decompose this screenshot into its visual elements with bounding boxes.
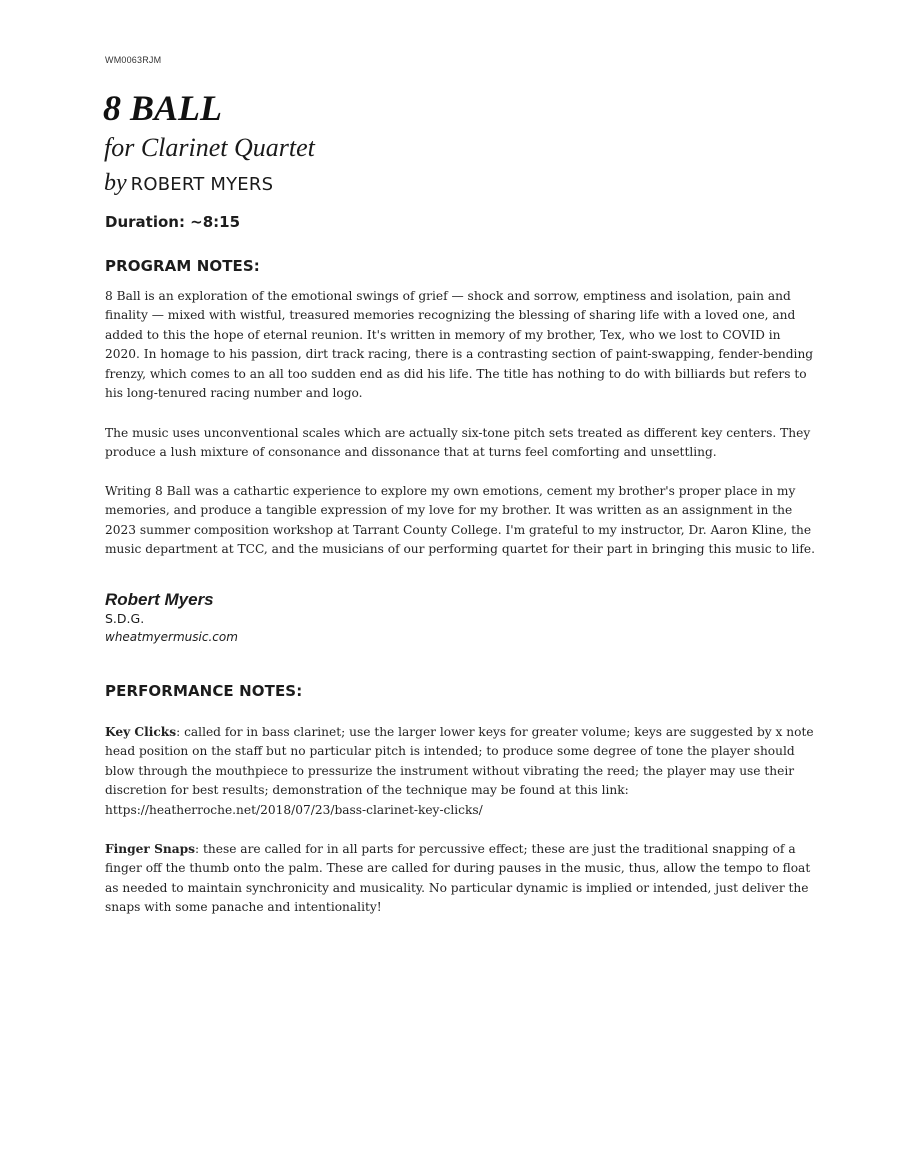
byline-by: by [104, 170, 127, 196]
performance-note-term: Finger Snaps [105, 842, 196, 856]
signature-name: Robert Myers [105, 590, 214, 609]
signature-dedication: S.D.G. [105, 611, 145, 626]
program-notes-heading: PROGRAM NOTES: [105, 257, 260, 275]
performance-note-text: : called for in bass clarinet; use the larger lower keys for greater volume; keys are suggested by x note head position on the staff but no particular pitch is intended; to produce some degree of tone the player should blow through the mouthpiece to pressurize the instrument without vibrating the reed; the player may use their discretion for best results; demonstration of the technique may be found at this link: https://heatherroche.net/2018/07/23/bass-clarinet-key-clicks/ [105, 725, 814, 817]
piece-title: 8 BALL [103, 88, 223, 128]
program-notes-paragraph-1: 8 Ball is an exploration of the emotional swings of grief — shock and sorrow, emptiness and isolation, pain and finality — mixed with wistful, treasured memories recognizing the blessing of sharing life with a loved one, and added to this the hope of eternal reunion. It's written in memory of my brother, Tex, who we lost to COVID in 2020. In homage to his passion, dirt track racing, there is a contrasting section of paint-swapping, fender-bending frenzy, which comes to an all too sudden end as did his life. The title has nothing to do with billiards but refers to his long-tenured racing number and logo. [105, 289, 814, 401]
performance-note-term: Key Clicks [105, 725, 177, 739]
signature-website: wheatmyermusic.com [105, 630, 238, 644]
duration: Duration: ~8:15 [105, 213, 241, 231]
performance-note-finger-snaps [105, 840, 817, 918]
catalog-number: WM0063RJM [105, 55, 162, 65]
program-notes-paragraph-2: The music uses unconventional scales which are actually six-tone pitch sets treated as different key centers. They produce a lush mixture of consonance and dissonance that at turns feel comforting and unsettling. [105, 426, 811, 460]
byline [104, 168, 273, 201]
performance-notes-heading: PERFORMANCE NOTES: [105, 682, 303, 700]
program-notes-paragraph-3: Writing 8 Ball was a cathartic experience to explore my own emotions, cement my brother's proper place in my memories, and produce a tangible expression of my love for my brother. It was written as an assignment in the 2023 summer composition workshop at Tarrant County College. I'm grateful to my instructor, Dr. Aaron Kline, the music department at TCC, and the musicians of our performing quartet for their part in bringing this music to life. [105, 484, 815, 557]
composer-name: ROBERT MYERS [130, 174, 274, 195]
performance-note-key-clicks [105, 723, 817, 820]
performance-note-text: : these are called for in all parts for percussive effect; these are just the traditional snapping of a finger off the thumb onto the palm. These are called for during pauses in the music, thus, allow the tempo to float as needed to maintain synchronicity and musicality. No particular dynamic is implied or intended, just deliver the snaps with some panache and intentionality! [105, 842, 811, 915]
piece-subtitle: for Clarinet Quartet [104, 133, 315, 162]
